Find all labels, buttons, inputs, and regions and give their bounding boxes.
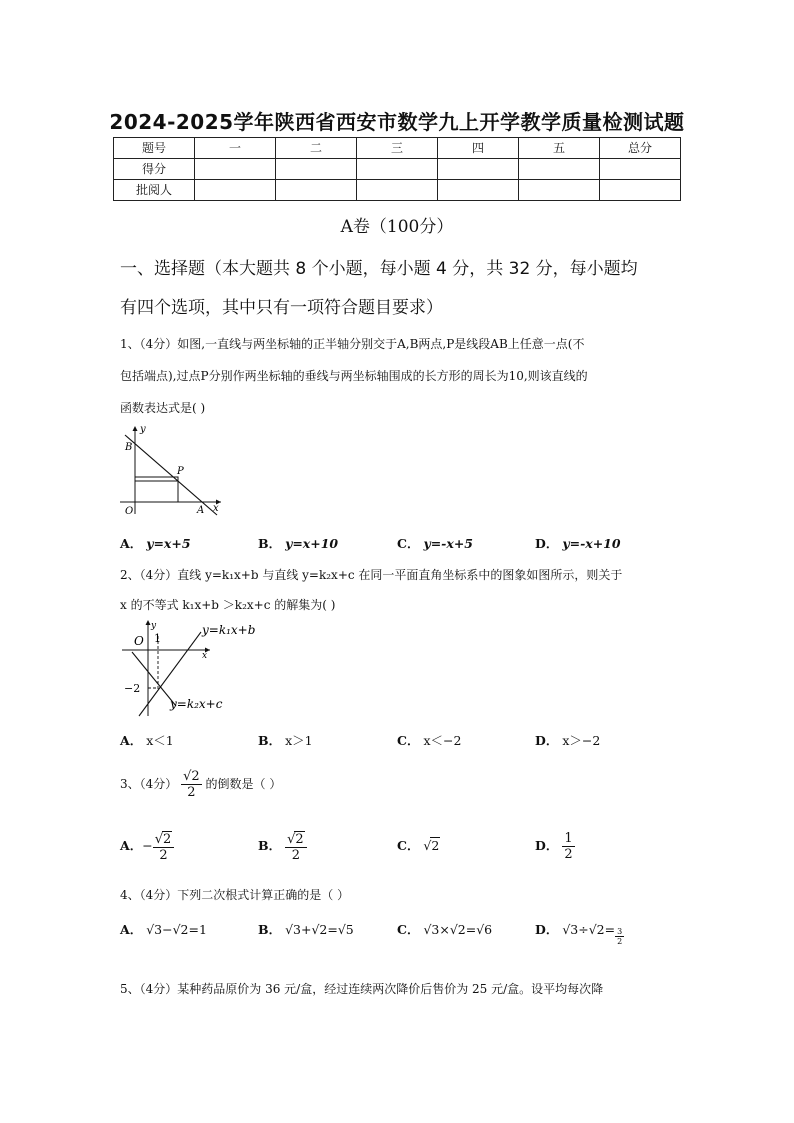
score-cell: [519, 180, 600, 201]
label-1: 1: [154, 632, 161, 645]
label-line2: y=k₂x+c: [170, 697, 223, 711]
score-cell: [357, 180, 438, 201]
volume-label: A卷（100分）: [340, 217, 454, 237]
score-row-label: 批阅人: [114, 180, 195, 201]
q2-line1: 2、（4分）直线 y=k₁x+b 与直线 y=k₂x+c 在同一平面直角坐标系中的图象如图所示，则关于: [120, 568, 623, 582]
section-heading-line2: 有四个选项，其中只有一项符合题目要求）: [120, 298, 443, 318]
q3-option-c: C． √2: [397, 838, 440, 853]
q2-figure: [118, 618, 268, 718]
q2-option-d: D． x＞−2: [535, 733, 601, 748]
label-neg2: −2: [124, 682, 141, 695]
label-y: y: [140, 424, 146, 435]
q1-option-c: C． y=-x+5: [397, 536, 473, 551]
q3-stem: 3、（4分） $\frac{√2}{2}$ 的倒数是（ ）: [120, 769, 282, 800]
label-P: P: [177, 466, 184, 477]
section-heading-line1: 一、选择题（本大题共 8 个小题，每小题 4 分，共 32 分，每小题均: [120, 259, 638, 279]
score-header-cell: 四: [438, 138, 519, 159]
line-ab: [125, 435, 217, 515]
score-table-row: [114, 159, 681, 180]
q1-line3: 函数表达式是( ): [120, 401, 206, 415]
score-cell: [600, 180, 681, 201]
q2-line2: x 的不等式 k₁x+b ＞k₂x+c 的解集为( ): [120, 598, 336, 612]
label-O: O: [125, 506, 134, 517]
label-x: x: [202, 651, 208, 661]
q3-option-d: D． $\frac{1}{2}$: [535, 831, 573, 862]
q3-option-a: A．− $\frac{√2}{2}$: [120, 826, 174, 866]
score-row-label: 得分: [114, 159, 195, 180]
label-A: A: [197, 505, 205, 516]
q1-option-a: A． y=x+5: [120, 536, 191, 551]
score-cell: [357, 159, 438, 180]
label-y: y: [151, 621, 157, 631]
score-table: [113, 137, 681, 201]
score-cell: [438, 159, 519, 180]
score-cell: [519, 159, 600, 180]
q1-option-d: D． y=-x+10: [535, 536, 621, 551]
y-axis-arrow: [146, 620, 151, 625]
q3-fraction: $\frac{√2}{2}$: [183, 769, 200, 800]
label-x: x: [213, 503, 219, 514]
q3-option-b: B． $\frac{√2}{2}$: [258, 826, 307, 866]
q1-line2: 包括端点),过点P分别作两坐标轴的垂线与两坐标轴围成的长方形的周长为10,则该直线的: [120, 369, 588, 383]
score-header-cell: 总分: [600, 138, 681, 159]
score-cell: [276, 159, 357, 180]
q4-option-d: D． √3÷√2= $\frac{3}{2}$: [535, 922, 623, 946]
score-cell: [600, 159, 681, 180]
q4-option-a: A． √3−√2=1: [120, 922, 207, 937]
q2-option-b: B． x＞1: [258, 733, 313, 748]
score-table-header-row: [114, 138, 681, 159]
score-header-cell: 二: [276, 138, 357, 159]
q4-option-c: C． √3×√2=√6: [397, 922, 493, 937]
score-header-cell: 五: [519, 138, 600, 159]
score-table-row: [114, 180, 681, 201]
q1-line1: 1、（4分）如图,一直线与两坐标轴的正半轴分别交于A,B两点,P是线段AB上任意一点(不: [120, 337, 585, 351]
q1-figure: [115, 422, 225, 518]
q5-line1: 5、（4分）某种药品原价为 36 元/盒，经过连续两次降价后售价为 25 元/盒。设平均每次降: [120, 982, 604, 996]
label-O: O: [134, 634, 144, 648]
score-header-cell: 三: [357, 138, 438, 159]
label-line1: y=k₁x+b: [202, 623, 256, 637]
score-header-cell: 题号: [114, 138, 195, 159]
score-cell: [195, 180, 276, 201]
q2-option-c: C． x＜−2: [397, 733, 462, 748]
q4-stem: 4、（4分）下列二次根式计算正确的是（ ）: [120, 888, 350, 902]
score-header-cell: 一: [195, 138, 276, 159]
score-cell: [438, 180, 519, 201]
page-title: 2024-2025学年陕西省西安市数学九上开学教学质量检测试题: [109, 110, 685, 134]
label-B: B: [125, 442, 133, 453]
score-cell: [195, 159, 276, 180]
q2-option-a: A． x＜1: [120, 733, 174, 748]
q4-option-b: B． √3+√2=√5: [258, 922, 354, 937]
q1-option-b: B． y=x+10: [258, 536, 339, 551]
score-cell: [276, 180, 357, 201]
y-axis-arrow: [133, 426, 138, 431]
